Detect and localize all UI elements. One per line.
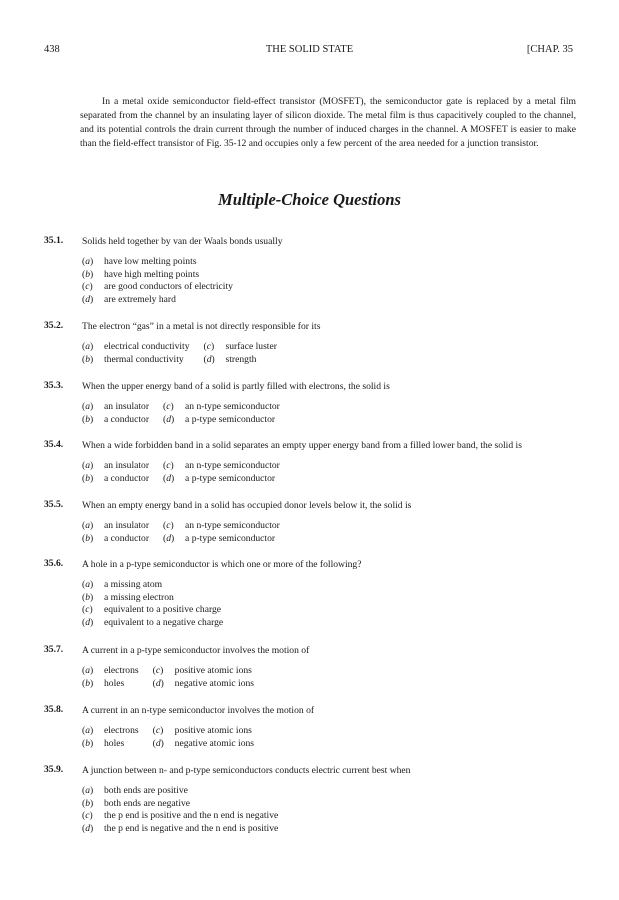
question-35-9 xyxy=(44,764,589,835)
running-head: THE SOLID STATE xyxy=(265,44,354,55)
option-c-label: ( c ) xyxy=(153,665,175,678)
option-c: ( c ) the p end is positive and the n end is negative xyxy=(82,810,589,823)
option-d-label: ( d ) xyxy=(153,678,175,691)
option-b: thermal conductivity xyxy=(104,353,184,365)
option-a-label: ( a ) xyxy=(82,665,104,678)
option-b-label: ( b ) xyxy=(82,738,104,751)
option-d-label: ( d ) xyxy=(163,414,185,427)
option-d: a p-type semiconductor xyxy=(185,532,276,544)
question-35-7 xyxy=(44,644,589,690)
option-b-label: ( b ) xyxy=(82,533,104,546)
option-d: ( d ) the p end is negative and the n end is positive xyxy=(82,823,589,836)
option-a: electrons xyxy=(104,725,139,736)
option-d: strength xyxy=(225,353,257,365)
option-d-label: ( d ) xyxy=(204,354,226,367)
option-d-label: ( d ) xyxy=(153,738,175,751)
option-b-label: ( b ) xyxy=(82,414,104,427)
option-a: ( a ) have low melting points xyxy=(82,256,589,269)
option-a: an insulator xyxy=(104,401,150,412)
option-c: surface luster xyxy=(225,341,277,352)
option-b-label: ( b ) xyxy=(82,473,104,486)
question-number: 35.8. xyxy=(44,704,64,715)
option-c: ( c ) are good conductors of electricity xyxy=(82,281,589,294)
question-number: 35.6. xyxy=(44,558,64,569)
option-d: ( d ) are extremely hard xyxy=(82,294,589,307)
question-number: 35.9. xyxy=(44,764,64,775)
question-text: Solids held together by van der Waals bonds usually xyxy=(82,236,283,247)
option-c-label: ( c ) xyxy=(163,460,185,473)
option-c: an n-type semiconductor xyxy=(185,520,280,531)
option-c: an n-type semiconductor xyxy=(185,401,280,412)
option-c: ( c ) equivalent to a positive charge xyxy=(82,604,589,617)
question-number: 35.7. xyxy=(44,644,64,655)
option-a: an insulator xyxy=(104,520,150,531)
section-title: Multiple-Choice Questions xyxy=(218,190,401,209)
option-b: a conductor xyxy=(104,472,150,484)
question-35-8 xyxy=(44,704,589,750)
option-c: an n-type semiconductor xyxy=(185,460,280,471)
question-35-1 xyxy=(44,235,589,306)
option-d: negative atomic ions xyxy=(174,737,255,749)
option-b: ( b ) have high melting points xyxy=(82,269,589,282)
option-c-label: ( c ) xyxy=(163,401,185,414)
question-35-5 xyxy=(44,499,589,545)
question-35-6 xyxy=(44,558,589,629)
option-a: ( a ) a missing atom xyxy=(82,579,589,592)
option-d: a p-type semiconductor xyxy=(185,472,276,484)
question-text: A hole in a p-type semiconductor is which one or more of the following? xyxy=(82,559,362,570)
question-35-2 xyxy=(44,320,589,366)
option-d: negative atomic ions xyxy=(174,677,255,689)
option-a-label: ( a ) xyxy=(82,401,104,414)
page-number: 438 xyxy=(44,44,60,55)
question-number: 35.3. xyxy=(44,380,64,391)
question-text: When the upper energy band of a solid is partly filled with electrons, the solid is xyxy=(82,381,390,392)
question-number: 35.5. xyxy=(44,499,64,510)
question-35-4 xyxy=(44,439,589,485)
option-d-label: ( d ) xyxy=(163,473,185,486)
option-d-label: ( d ) xyxy=(163,533,185,546)
option-b: holes xyxy=(104,677,125,689)
intro-paragraph: In a metal oxide semiconductor field-effect transistor (MOSFET), the semiconductor gate is replaced by a metal film separated from the channel by an insulating layer of silicon dioxide. The metal film is thus capacitively coupled to the channel, and its potential controls the drain current through the number of induced charges in the channel. A MOSFET is easier to make than the field-effect transistor of Fig. 35-12 and occupies only a few percent of the area needed for a junction transistor. xyxy=(80,96,576,149)
option-b-label: ( b ) xyxy=(82,678,104,691)
option-a-label: ( a ) xyxy=(82,725,104,738)
option-c-label: ( c ) xyxy=(163,520,185,533)
question-text: When an empty energy band in a solid has occupied donor levels below it, the solid is xyxy=(82,500,412,511)
option-c-label: ( c ) xyxy=(153,725,175,738)
option-a-label: ( a ) xyxy=(82,520,104,533)
option-a: electrical conductivity xyxy=(104,341,190,352)
question-text: The electron “gas” in a metal is not directly responsible for its xyxy=(82,321,321,332)
option-b: a conductor xyxy=(104,413,150,425)
question-number: 35.1. xyxy=(44,235,64,246)
option-b-label: ( b ) xyxy=(82,354,104,367)
option-c: positive atomic ions xyxy=(174,665,252,676)
question-number: 35.4. xyxy=(44,439,64,450)
option-b: ( b ) both ends are negative xyxy=(82,798,589,811)
option-a: an insulator xyxy=(104,460,150,471)
question-text: A current in an n-type semiconductor involves the motion of xyxy=(82,705,315,716)
question-text: A junction between n- and p-type semiconductors conducts electric current best when xyxy=(82,765,411,776)
option-c-label: ( c ) xyxy=(204,341,226,354)
option-a: electrons xyxy=(104,665,139,676)
option-b: a conductor xyxy=(104,532,150,544)
option-d: a p-type semiconductor xyxy=(185,413,276,425)
option-d: ( d ) equivalent to a negative charge xyxy=(82,617,589,630)
option-a-label: ( a ) xyxy=(82,341,104,354)
option-c: positive atomic ions xyxy=(174,725,252,736)
option-a-label: ( a ) xyxy=(82,460,104,473)
question-35-3 xyxy=(44,380,589,426)
option-a: ( a ) both ends are positive xyxy=(82,785,589,798)
option-b: ( b ) a missing electron xyxy=(82,592,589,605)
option-b: holes xyxy=(104,737,125,749)
question-text: When a wide forbidden band in a solid separates an empty upper energy band from a filled lower band, the solid is xyxy=(82,440,522,451)
question-text: A current in a p-type semiconductor involves the motion of xyxy=(82,645,310,656)
question-number: 35.2. xyxy=(44,320,64,331)
chapter-label: [CHAP. 35 xyxy=(526,44,573,55)
